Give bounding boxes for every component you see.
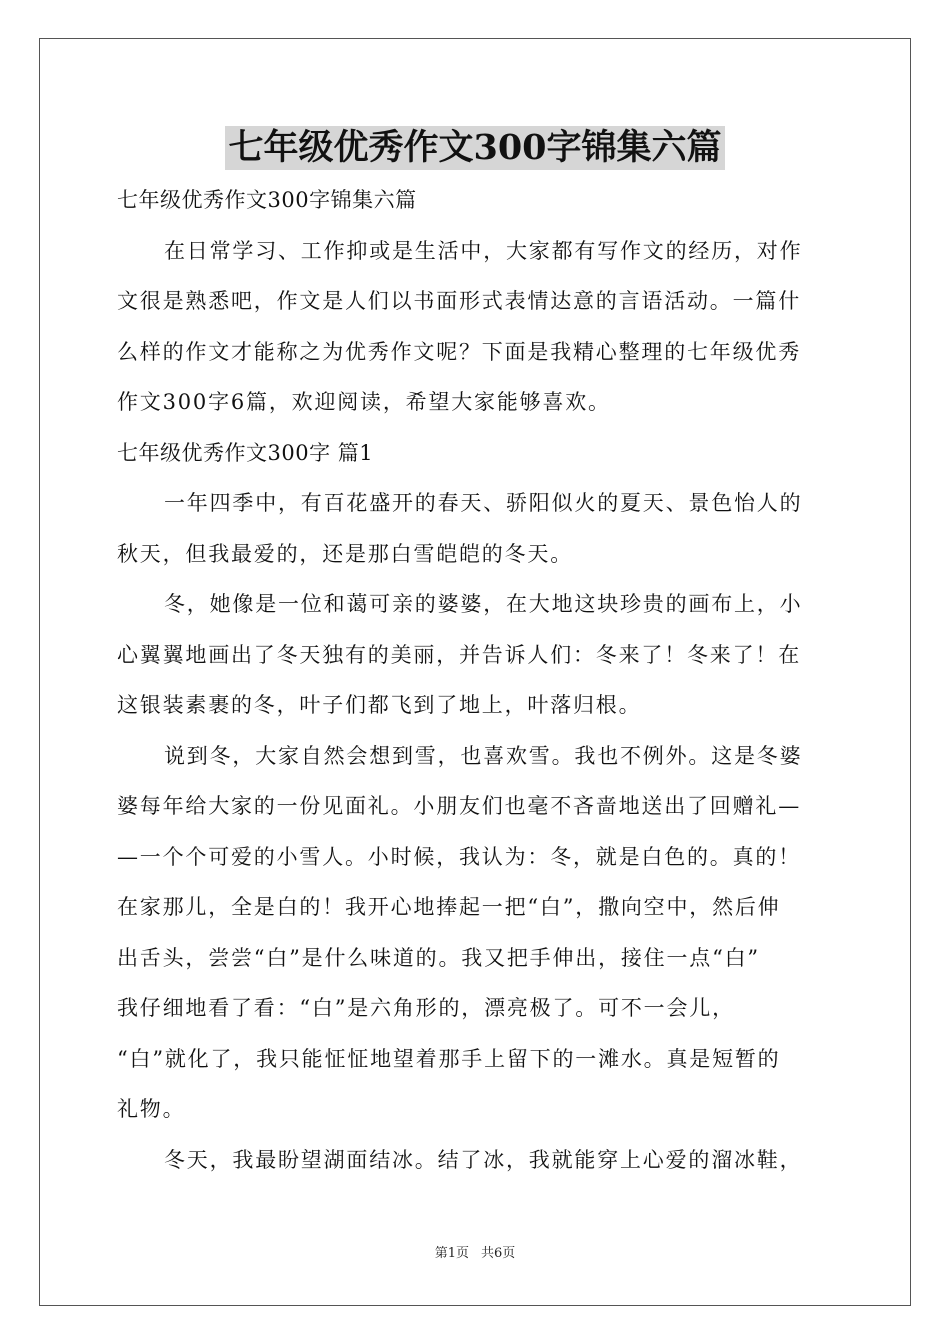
section-heading: 七年级优秀作文300字锦集六篇 (117, 188, 417, 212)
text-line: 我仔细地看了看：“白”是六角形的，漂亮极了。可不一会儿， (117, 996, 735, 1020)
text-line: 一年四季中，有百花盛开的春天、骄阳似火的夏天、景色怡人的 (164, 491, 803, 515)
page-total: 共6页 (481, 1246, 516, 1261)
page-footer (0, 1242, 950, 1261)
text-line: 么样的作文才能称之为优秀作文呢？下面是我精心整理的七年级优秀 (117, 339, 801, 364)
text-line: 出舌头，尝尝“白”是什么味道的。我又把手伸出，接住一点“白” (117, 945, 760, 970)
text-line: 在家那儿，全是白的！我开心地捧起一把“白”，撒向空中，然后伸 (117, 895, 781, 919)
page-number: 第1页 (434, 1246, 469, 1261)
text-line: 这银装素裹的冬，叶子们都飞到了地上，叶落归根。 (117, 693, 642, 717)
text-line: 秋天，但我最爱的，还是那白雪皑皑的冬天。 (117, 541, 573, 566)
title-container (0, 126, 950, 170)
text-line: 冬，她像是一位和蔼可亲的婆婆，在大地这块珍贵的画布上，小 (164, 592, 803, 616)
text-line: 婆每年给大家的一份见面礼。小朋友们也毫不吝啬地送出了回赠礼— (117, 794, 801, 818)
text-line: 作文300字6篇，欢迎阅读，希望大家能够喜欢。 (117, 390, 611, 414)
text-line: 心翼翼地画出了冬天独有的美丽，并告诉人们：冬来了！冬来了！在 (117, 642, 801, 667)
section-heading: 七年级优秀作文300字 篇1 (117, 440, 374, 465)
text-line: 礼物。 (117, 1097, 186, 1121)
text-line: 在日常学习、工作抑或是生活中，大家都有写作文的经历，对作 (164, 238, 803, 263)
text-line: “白”就化了，我只能怔怔地望着那手上留下的一滩水。真是短暂的 (117, 1046, 781, 1071)
text-line: 说到冬，大家自然会想到雪，也喜欢雪。我也不例外。这是冬婆 (164, 743, 803, 768)
document-body (117, 175, 833, 1185)
text-line: 冬天，我最盼望湖面结冰。结了冰，我就能穿上心爱的溜冰鞋， (164, 1147, 803, 1172)
text-line: —一个个可爱的小雪人。小时候，我认为：冬，就是白色的。真的！ (117, 844, 801, 869)
text-line: 文很是熟悉吧，作文是人们以书面形式表情达意的言语活动。一篇什 (117, 289, 801, 313)
document-title: 七年级优秀作文300字锦集六篇 (225, 126, 724, 170)
